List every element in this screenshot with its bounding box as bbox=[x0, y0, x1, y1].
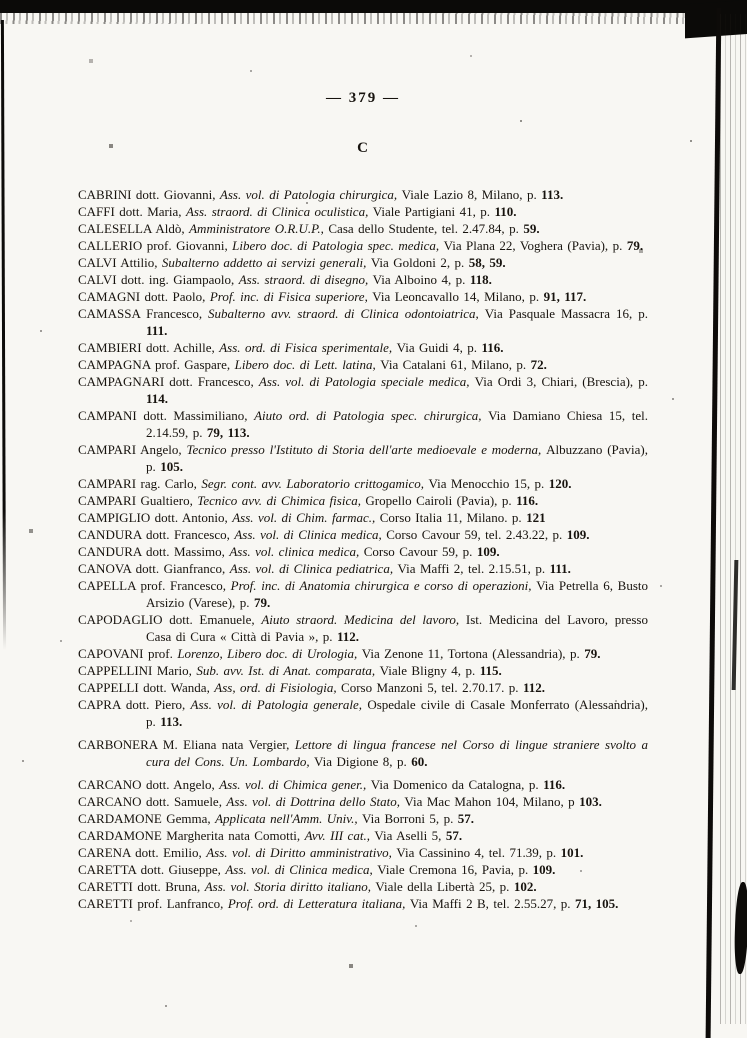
page-number: — 379 — bbox=[326, 90, 400, 106]
entry-text: Via Damiano Chiesa 15, tel. 2.14.59, p. bbox=[146, 408, 649, 440]
entry-role-text: Subalterno avv. straord. di Clinica odontoiatrica, bbox=[208, 306, 485, 321]
entry-page-ref: 109. bbox=[532, 862, 556, 877]
entry-page-ref: 109. bbox=[476, 544, 500, 559]
directory-entry bbox=[78, 645, 648, 662]
entry-role-text: Ass. vol. di Patologia generale, bbox=[190, 697, 368, 712]
entry-role-text: Avv. III cat., bbox=[304, 828, 375, 843]
entry-text: CAMPARI Gualtiero, bbox=[78, 493, 198, 508]
entry-text: CAPPELLI dott. Wanda, bbox=[78, 680, 215, 695]
entry-page-ref: 105. bbox=[160, 459, 183, 474]
entry-text: CABRINI dott. Giovanni, bbox=[78, 187, 220, 202]
entry-text: CAMPAGNA prof. Gaspare, bbox=[78, 357, 235, 372]
directory-entry bbox=[78, 254, 648, 271]
entry-text: CANDURA dott. Massimo, bbox=[78, 544, 230, 559]
entry-text: Corso Cavour 59, p. bbox=[363, 544, 477, 559]
entry-text: CALLERIO prof. Giovanni, bbox=[78, 238, 233, 253]
entry-text: CARDAMONE Gemma, bbox=[78, 811, 216, 826]
entry-page-ref: 59. bbox=[523, 221, 540, 236]
entry-page-ref: 121 bbox=[526, 510, 546, 525]
entry-text: Via Catalani 61, Milano, p. bbox=[380, 357, 531, 372]
entry-role-text: Ass. vol. di Patologia speciale medica, bbox=[258, 374, 475, 389]
entry-role-text: Ass. straord. di disegno, bbox=[238, 272, 373, 287]
scan-artifact-right-streaks bbox=[720, 14, 747, 1024]
entry-text: CAPELLA prof. Francesco, bbox=[78, 578, 231, 593]
entry-text: Via Mac Mahon 104, Milano, p bbox=[404, 794, 580, 809]
entry-role-text: Tecnico presso l'Istituto di Storia dell'arte medioevale e moderna, bbox=[186, 442, 547, 457]
entry-text: Via Digione 8, p. bbox=[314, 754, 412, 769]
entry-text: Corso Cavour 59, tel. 2.43.22, p. bbox=[386, 527, 567, 542]
entry-role-text: Libero doc. di Lett. latina, bbox=[234, 357, 381, 372]
entry-text: Via Plana 22, Voghera (Pavia), p. bbox=[443, 238, 627, 253]
entry-text: Gropello Cairoli (Pavia), p. bbox=[365, 493, 517, 508]
directory-entry bbox=[78, 679, 648, 696]
directory-entry bbox=[78, 895, 648, 912]
entry-page-ref: 101. bbox=[560, 845, 584, 860]
entry-text: CAPRA dott. Piero, bbox=[78, 697, 191, 712]
entry-role-text: Ass. vol. di Dottrina dello Stato, bbox=[226, 794, 405, 809]
directory-entry bbox=[78, 356, 648, 373]
entry-page-ref: 79. bbox=[253, 595, 271, 610]
entry-page-ref: 111. bbox=[549, 561, 571, 576]
directory-entry bbox=[78, 662, 648, 679]
entry-text: Via Zenone 11, Tortona (Alessandria), p. bbox=[361, 646, 585, 661]
entry-role-text: Ass. vol. di Chimica gener., bbox=[219, 777, 371, 792]
entry-page-ref: 111. bbox=[146, 323, 168, 338]
entry-role-text: Amministratore O.R.U.P., bbox=[189, 221, 329, 236]
directory-entry bbox=[78, 878, 648, 895]
directory-entry bbox=[78, 492, 648, 509]
entry-role-text: Ass. vol. clinica medica, bbox=[229, 544, 364, 559]
entry-text: CAMPARI rag. Carlo, bbox=[78, 476, 202, 491]
entry-page-ref: 58, 59. bbox=[468, 255, 506, 270]
directory-entry bbox=[78, 475, 648, 492]
directory-entry bbox=[78, 509, 648, 526]
entry-text: Via Menocchio 15, p. bbox=[428, 476, 549, 491]
entry-page-ref: 109. bbox=[566, 527, 590, 542]
entry-role-text: Ass. vol. Storia diritto italiano, bbox=[204, 879, 376, 894]
entry-role-text: Prof. inc. di Fisica superiore, bbox=[209, 289, 373, 304]
entry-text: CAPODAGLIO dott. Emanuele, bbox=[78, 612, 262, 627]
directory-entry bbox=[78, 203, 648, 220]
directory-entry bbox=[78, 844, 648, 861]
entry-page-ref: 116. bbox=[516, 493, 539, 508]
entry-text: Via Guidi 4, p. bbox=[396, 340, 482, 355]
entry-text: Via Aselli 5, bbox=[374, 828, 446, 843]
directory-entry bbox=[78, 526, 648, 543]
entry-page-ref: 113. bbox=[160, 714, 183, 729]
entry-role-text: Aiuto ord. di Patologia spec. chirurgica, bbox=[254, 408, 489, 423]
entry-page-ref: 91, 117. bbox=[543, 289, 587, 304]
entry-text: Viale Lazio 8, Milano, p. bbox=[401, 187, 542, 202]
entry-text: Via Leoncavallo 14, Milano, p. bbox=[372, 289, 544, 304]
entry-role-text: Aiuto straord. Medicina del lavoro, bbox=[261, 612, 466, 627]
entry-page-ref: 79. bbox=[626, 238, 644, 253]
entry-role-text: Sub. avv. Ist. di Anat. comparata, bbox=[196, 663, 380, 678]
entry-role-text: Ass. vol. di Patologia chirurgica, bbox=[219, 187, 402, 202]
entry-text: CANOVA dott. Gianfranco, bbox=[78, 561, 230, 576]
scan-artifact-specks bbox=[0, 0, 2, 2]
entry-text: CAPPELLINI Mario, bbox=[78, 663, 197, 678]
directory-entry bbox=[78, 793, 648, 810]
entry-text: CALVI dott. ing. Giampaolo, bbox=[78, 272, 239, 287]
entries-list bbox=[78, 186, 648, 912]
directory-entry bbox=[78, 577, 648, 611]
directory-entry bbox=[78, 776, 648, 793]
entry-text: CARDAMONE Margherita nata Comotti, bbox=[78, 828, 305, 843]
directory-entry bbox=[78, 288, 648, 305]
entry-page-ref: 112. bbox=[336, 629, 360, 644]
entry-text: CAMPANI dott. Massimiliano, bbox=[78, 408, 255, 423]
entry-text: Corso Manzoni 5, tel. 2.70.17. p. bbox=[341, 680, 523, 695]
entry-page-ref: 118. bbox=[469, 272, 492, 287]
entry-text: CARCANO dott. Angelo, bbox=[78, 777, 220, 792]
entry-text: Viale Cremona 16, Pavia, p. bbox=[377, 862, 533, 877]
entry-text: CAFFI dott. Maria, bbox=[78, 204, 186, 219]
entry-page-ref: 114. bbox=[146, 391, 169, 406]
entry-text: Viale della Libertà 25, p. bbox=[375, 879, 514, 894]
entry-text: Via Goldoni 2, p. bbox=[370, 255, 469, 270]
entry-text: CAMAGNI dott. Paolo, bbox=[78, 289, 210, 304]
entry-text: Ist. Medicina del Lavoro, presso Casa di Cura « Città di Pavia », p. bbox=[146, 612, 648, 644]
entry-page-ref: 57. bbox=[457, 811, 475, 826]
entry-text: CAMBIERI dott. Achille, bbox=[78, 340, 220, 355]
entry-page-ref: 116. bbox=[481, 340, 504, 355]
entry-text: Viale Bligny 4, p. bbox=[379, 663, 480, 678]
entry-role-text: Ass. vol. di Clinica medica, bbox=[234, 527, 387, 542]
entry-page-ref: 110. bbox=[494, 204, 517, 219]
entry-page-ref: 103. bbox=[579, 794, 602, 809]
entry-text: CARBONERA M. Eliana nata Vergier, bbox=[78, 737, 295, 752]
entry-role-text: Ass. vol. di Clinica pediatrica, bbox=[229, 561, 398, 576]
directory-entry bbox=[78, 827, 648, 844]
entry-text: CAPOVANI prof. bbox=[78, 646, 178, 661]
entry-text: CALVI Attilio, bbox=[78, 255, 162, 270]
entry-text: CAMPARI Angelo, bbox=[78, 442, 187, 457]
entry-role-text: Ass. ord. di Fisica sperimentale, bbox=[219, 340, 397, 355]
entry-text: CARETTI prof. Lanfranco, bbox=[78, 896, 228, 911]
entry-page-ref: 57. bbox=[445, 828, 463, 843]
scan-artifact-top-ragged-edge bbox=[0, 13, 747, 24]
entry-text: CARCANO dott. Samuele, bbox=[78, 794, 227, 809]
scan-artifact-top-edge bbox=[0, 0, 747, 13]
entry-text: CAMPIGLIO dott. Antonio, bbox=[78, 510, 233, 525]
entry-text: CAMPAGNARI dott. Francesco, bbox=[78, 374, 259, 389]
entry-page-ref: 112. bbox=[523, 680, 546, 695]
entry-role-text: Tecnico avv. di Chimica fisica, bbox=[197, 493, 366, 508]
entry-role-text: Ass, ord. di Fisiologia, bbox=[214, 680, 342, 695]
entry-text: Via Cassinino 4, tel. 71.39, p. bbox=[396, 845, 561, 860]
entry-text: CANDURA dott. Francesco, bbox=[78, 527, 235, 542]
entry-text: Casa dello Studente, tel. 2.47.84, p. bbox=[328, 221, 524, 236]
entry-text: Via Domenico da Catalogna, p. bbox=[370, 777, 544, 792]
entry-role-text: Prof. inc. di Anatomia chirurgica e corso di operazioni, bbox=[230, 578, 537, 593]
entry-text: Via Maffi 2, tel. 2.15.51, p. bbox=[397, 561, 550, 576]
entry-role-text: Ass. vol. di Diritto amministrativo, bbox=[206, 845, 397, 860]
entry-text: CARETTI dott. Bruna, bbox=[78, 879, 205, 894]
entry-text: Via Ordi 3, Chiari, (Brescia), p. bbox=[474, 374, 649, 389]
entry-text: CAMASSA Francesco, bbox=[78, 306, 209, 321]
entry-page-ref: 60. bbox=[411, 754, 428, 769]
page-content bbox=[78, 90, 648, 912]
entry-role-text: Libero doc. di Patologia spec. medica, bbox=[232, 238, 444, 253]
entry-text: Via Maffi 2 B, tel. 2.55.27, p. bbox=[409, 896, 575, 911]
directory-entry bbox=[78, 736, 648, 770]
directory-entry bbox=[78, 611, 648, 645]
entry-text: CALESELLA Aldò, bbox=[78, 221, 190, 236]
entry-page-ref: 113. bbox=[541, 187, 564, 202]
entry-page-ref: 79. bbox=[584, 646, 601, 661]
section-letter: C bbox=[357, 140, 369, 156]
entry-text: CARENA dott. Emilio, bbox=[78, 845, 207, 860]
entry-text: Corso Italia 11, Milano. p. bbox=[379, 510, 527, 525]
entry-text: Via Pasquale Massacra 16, p. bbox=[484, 306, 648, 321]
entry-page-ref: 71, 105. bbox=[574, 896, 619, 911]
entry-role-text: Lorenzo, Libero doc. di Urologia, bbox=[177, 646, 362, 661]
entry-role-text: Ass. straord. di Clinica oculistica, bbox=[185, 204, 373, 219]
entry-text: Via Borroni 5, p. bbox=[362, 811, 458, 826]
entry-page-ref: 102. bbox=[513, 879, 537, 894]
entry-text: Via Alboino 4, p. bbox=[372, 272, 470, 287]
directory-entry bbox=[78, 186, 648, 203]
entry-page-ref: 79, 113. bbox=[206, 425, 250, 440]
entry-role-text: Lettore di lingua francese nel Corso di lingue straniere svolto a cura del Cons. Un. Lombardo, bbox=[146, 737, 648, 769]
directory-entry bbox=[78, 407, 648, 441]
directory-entry bbox=[78, 441, 648, 475]
entry-text: Via Petrella 6, Busto Arsizio (Varese), p. bbox=[146, 578, 648, 610]
entry-role-text: Ass. vol. di Clinica medica, bbox=[225, 862, 378, 877]
directory-entry bbox=[78, 305, 648, 339]
directory-entry bbox=[78, 220, 648, 237]
entry-page-ref: 72. bbox=[530, 357, 547, 372]
entry-text: Viale Partigiani 41, p. bbox=[372, 204, 495, 219]
directory-entry bbox=[78, 543, 648, 560]
directory-entry bbox=[78, 271, 648, 288]
entry-role-text: Subalterno addetto ai servizi generali, bbox=[161, 255, 371, 270]
entry-page-ref: 116. bbox=[543, 777, 566, 792]
directory-entry bbox=[78, 560, 648, 577]
directory-entry bbox=[78, 373, 648, 407]
scan-artifact-left-edge-line bbox=[1, 20, 6, 650]
entry-text: CARETTA dott. Giuseppe, bbox=[78, 862, 226, 877]
entry-role-text: Prof. ord. di Letteratura italiana, bbox=[227, 896, 410, 911]
entry-page-ref: 120. bbox=[548, 476, 572, 491]
entry-text: Albuzzano (Pavia), p. bbox=[146, 442, 648, 474]
entry-role-text: Ass. vol. di Chim. farmac., bbox=[232, 510, 380, 525]
directory-entry bbox=[78, 861, 648, 878]
directory-entry bbox=[78, 810, 648, 827]
directory-entry bbox=[78, 339, 648, 356]
directory-entry bbox=[78, 696, 648, 730]
entry-text: Ospedale civile di Casale Monferrato (Alessandria), p. bbox=[146, 697, 649, 729]
entry-page-ref: 115. bbox=[479, 663, 502, 678]
directory-entry bbox=[78, 237, 648, 254]
entry-role-text: Applicata nell'Amm. Univ., bbox=[215, 811, 363, 826]
entry-role-text: Segr. cont. avv. Laboratorio crittogamico, bbox=[201, 476, 429, 491]
